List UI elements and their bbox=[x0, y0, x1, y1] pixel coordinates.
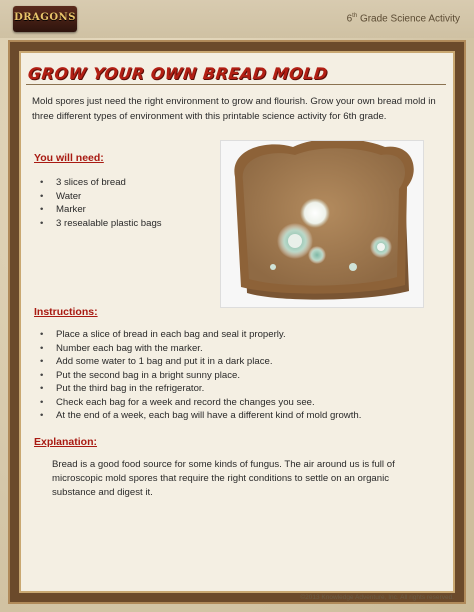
list-item: • Place a slice of bread in each bag and seal it properly. bbox=[36, 328, 446, 342]
grade-label bbox=[347, 13, 460, 24]
list-item: • Number each bag with the marker. bbox=[36, 342, 446, 356]
list-item: • Water bbox=[36, 190, 216, 204]
list-item: • Marker bbox=[36, 203, 216, 217]
explanation-paragraph: Bread is a good food source for some kinds of fungus. The air around us is full of microscopic mold spores that require the right conditions to settle on an organic substance and digest it. bbox=[52, 459, 395, 498]
list-item: • 3 resealable plastic bags bbox=[36, 217, 216, 231]
worksheet-content bbox=[22, 56, 452, 586]
instructions-heading: Instructions: bbox=[34, 306, 98, 318]
title-divider bbox=[26, 84, 446, 85]
grade-rest: Grade Science Activity bbox=[357, 13, 460, 25]
list-item: • Put the second bag in a bright sunny place. bbox=[36, 369, 446, 383]
list-item: • At the end of a week, each bag will have a different kind of mold growth. bbox=[36, 409, 446, 423]
logo-text: DRAGONS bbox=[14, 12, 76, 23]
bread-slice-icon bbox=[221, 141, 423, 307]
list-item: • Put the third bag in the refrigerator. bbox=[36, 382, 446, 396]
worksheet-title: GROW YOUR OWN BREAD MOLD bbox=[27, 64, 329, 83]
dragons-logo[interactable] bbox=[13, 6, 77, 32]
instructions-list bbox=[36, 328, 446, 423]
moldy-bread-photo bbox=[220, 140, 424, 308]
top-bar bbox=[0, 0, 474, 38]
list-item: • Check each bag for a week and record the changes you see. bbox=[36, 396, 446, 410]
list-item: • Add some water to 1 bag and put it in a dark place. bbox=[36, 355, 446, 369]
grade-number: 6 bbox=[346, 13, 353, 25]
grade-suffix: th bbox=[352, 13, 358, 19]
you-will-need-heading: You will need: bbox=[34, 152, 104, 164]
explanation-heading: Explanation: bbox=[34, 436, 98, 448]
materials-list bbox=[36, 176, 216, 230]
copyright-notice: ©2013 Knowledge Adventure, Inc. All rights reserved. bbox=[300, 594, 454, 601]
intro-paragraph: Mold spores just need the right environment to grow and flourish. Grow your own bread mold in three different types of environment with this printable science activity for 6th grade. bbox=[32, 96, 436, 122]
list-item: • 3 slices of bread bbox=[36, 176, 216, 190]
